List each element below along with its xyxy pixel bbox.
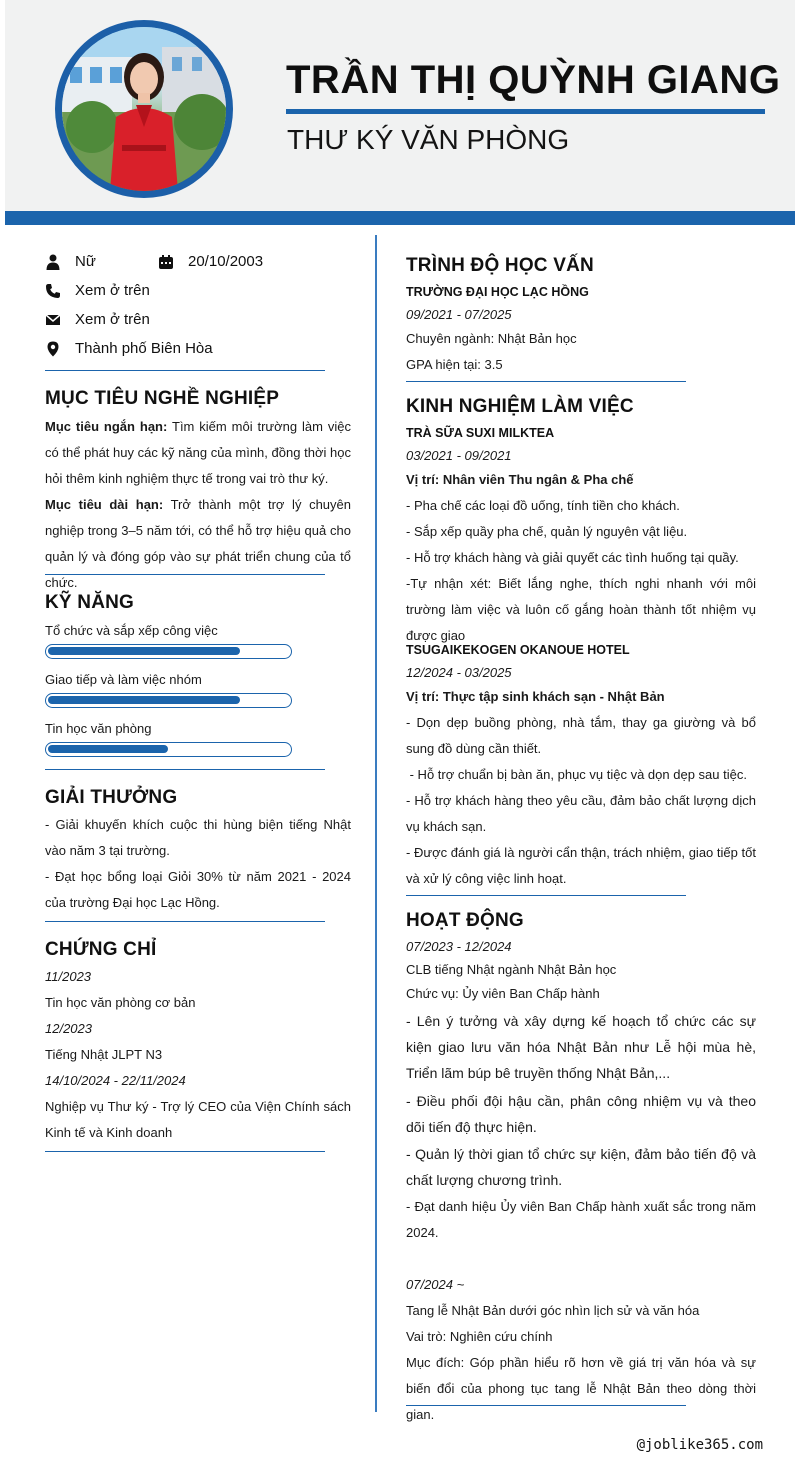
education-gpa: GPA hiện tại: 3.5 [406,357,503,372]
activity-detail: - Điều phối đội hậu cần, phân công nhiệm vụ và theo dõi tiến độ thực hiện. [406,1093,756,1135]
candidate-name: TRẦN THỊ QUỲNH GIANG [286,58,781,102]
school-name: TRƯỜNG ĐẠI HỌC LẠC HỒNG [406,285,589,299]
avatar [55,20,233,198]
email-value: Xem ở trên [75,311,150,328]
header-accent-bar [5,211,795,225]
job-duty: - Hỗ trợ chuẩn bị bàn ăn, phục vụ tiệc và dọn dẹp sau tiệc. [406,767,747,782]
job-duty: - Sắp xếp quầy pha chế, quản lý nguyên vật liệu. [406,524,688,539]
activity-period: 07/2024 ~ [406,1277,465,1292]
dob-value: 20/10/2003 [188,253,264,270]
skill-label: Tin học văn phòng [45,721,152,736]
gender-value: Nữ [75,253,96,270]
profile-photo [62,27,226,191]
name-underline [286,109,765,114]
activity-detail: - Quản lý thời gian tổ chức sự kiện, đảm bảo tiến độ và chất lượng chương trình. [406,1146,756,1188]
long-term-text: Trở thành một trợ lý chuyên nghiệp trong 3–5 năm tới, có thể hỗ trợ hiệu quả cho quản lý và đóng góp vào sự phát triển chung của tổ chức. [45,497,351,590]
job-period: 03/2021 - 09/2021 [406,448,512,463]
research-topic: Tang lễ Nhật Bản dưới góc nhìn lịch sử và văn hóa [406,1303,700,1318]
activities-heading: HOẠT ĐỘNG [406,910,524,931]
job-company: TSUGAIKEKOGEN OKANOUE HOTEL [406,643,630,657]
education-heading: TRÌNH ĐỘ HỌC VẤN [406,255,594,276]
short-term-text: Tìm kiếm môi trường làm việc có thể phát huy các kỹ năng của mình, đồng thời học hỏi thêm kinh nghiệm thực tế trong vai trò thư ký. [45,419,351,486]
education-major: Chuyên ngành: Nhật Bản học [406,331,577,346]
contact-address [45,340,213,357]
certificate-date: 14/10/2024 - 22/11/2024 [45,1073,186,1088]
section-divider [45,769,325,770]
location-pin-icon [45,341,61,357]
objective-long-term [45,492,351,596]
activity-detail: - Lên ý tưởng và xây dựng kế hoạch tổ chức các sự kiện giao lưu văn hóa Nhật Bản như Lễ hội mùa hè, Triển lãm búp bê truyền thống Nhật Bản,... [406,1013,756,1081]
skill-level-bar [45,693,292,708]
contact-email [45,311,150,328]
phone-icon [45,283,61,299]
activity-role: Chức vụ: Ủy viên Ban Chấp hành [406,986,600,1001]
section-divider [406,895,686,896]
candidate-role: THƯ KÝ VĂN PHÒNG [287,124,570,155]
column-divider [375,235,377,1412]
section-divider [45,370,325,371]
award-item: - Giải khuyến khích cuộc thi hùng biện tiếng Nhật vào năm 3 tại trường. [45,817,351,858]
profile-photo-illustration [62,27,226,191]
contact-gender [45,253,96,270]
objective-short-term [45,414,351,492]
activity-period: 07/2023 - 12/2024 [406,939,512,954]
education-period: 09/2021 - 07/2025 [406,307,512,322]
job-duty: - Hỗ trợ khách hàng và giải quyết các tình huống tại quầy. [406,550,739,565]
skill-level-fill [48,745,168,753]
certificate-name: Tiếng Nhật JLPT N3 [45,1047,163,1062]
job-duty: - Pha chế các loại đồ uống, tính tiền cho khách. [406,498,680,513]
activity-award: - Đạt danh hiệu Ủy viên Ban Chấp hành xuất sắc trong năm 2024. [406,1199,756,1240]
skill-level-bar [45,644,292,659]
skill-level-fill [48,647,240,655]
address-value: Thành phố Biên Hòa [75,340,213,357]
job-duty: - Hỗ trợ khách hàng theo yêu cầu, đảm bảo chất lượng dịch vụ khách sạn. [406,793,756,834]
experience-heading: KINH NGHIỆM LÀM VIỆC [406,396,634,417]
contact-phone [45,282,150,299]
job-company: TRÀ SỮA SUXI MILKTEA [406,426,555,440]
awards-heading: GIẢI THƯỞNG [45,787,178,808]
phone-value: Xem ở trên [75,282,150,299]
job-duty: - Được đánh giá là người cẩn thận, trách nhiệm, giao tiếp tốt và xử lý công việc linh hoạt. [406,845,756,886]
section-divider [45,574,325,575]
job-period: 12/2024 - 03/2025 [406,665,512,680]
skills-heading: KỸ NĂNG [45,592,135,613]
job-duty: - Dọn dẹp buồng phòng, nhà tắm, thay ga giường và bổ sung đồ dùng cần thiết. [406,715,756,756]
section-divider [406,1405,686,1406]
person-icon [45,254,61,270]
short-term-label: Mục tiêu ngắn hạn: [45,419,168,434]
section-divider [45,921,325,922]
objective-heading: MỤC TIÊU NGHỀ NGHIỆP [45,388,280,409]
activity-organization: CLB tiếng Nhật ngành Nhật Bản học [406,962,617,977]
envelope-icon [45,312,61,328]
skill-level-fill [48,696,240,704]
skill-label: Tổ chức và sắp xếp công việc [45,623,218,638]
research-purpose: Mục đích: Góp phần hiểu rõ hơn về giá trị văn hóa và sự biến đổi của phong tục tang lễ Nhật Bản theo dòng thời gian. [406,1355,756,1422]
long-term-label: Mục tiêu dài hạn: [45,497,164,512]
award-item: - Đạt học bổng loại Giỏi 30% từ năm 2021 - 2024 của trường Đại học Lạc Hồng. [45,869,351,910]
footer-watermark: @joblike365.com [636,1437,763,1453]
calendar-icon [158,254,174,270]
certificates-heading: CHỨNG CHỈ [45,939,157,960]
certificate-name: Nghiệp vụ Thư ký - Trợ lý CEO của Viện Chính sách Kinh tế và Kinh doanh [45,1099,351,1140]
certificate-name: Tin học văn phòng cơ bản [45,995,196,1010]
certificate-date: 11/2023 [45,969,92,984]
job-position: Vị trí: Thực tập sinh khách sạn - Nhật Bản [406,689,665,704]
job-duty: -Tự nhận xét: Biết lắng nghe, thích nghi nhanh với môi trường làm việc và luôn cố gắng hoàn thành tốt nhiệm vụ được giao [406,576,756,643]
job-position: Vị trí: Nhân viên Thu ngân & Pha chế [406,472,634,487]
skill-label: Giao tiếp và làm việc nhóm [45,672,202,687]
section-divider [406,381,686,382]
research-role: Vai trò: Nghiên cứu chính [406,1329,553,1344]
certificate-date: 12/2023 [45,1021,92,1036]
contact-dob [158,253,263,270]
section-divider [45,1151,325,1152]
skill-level-bar [45,742,292,757]
